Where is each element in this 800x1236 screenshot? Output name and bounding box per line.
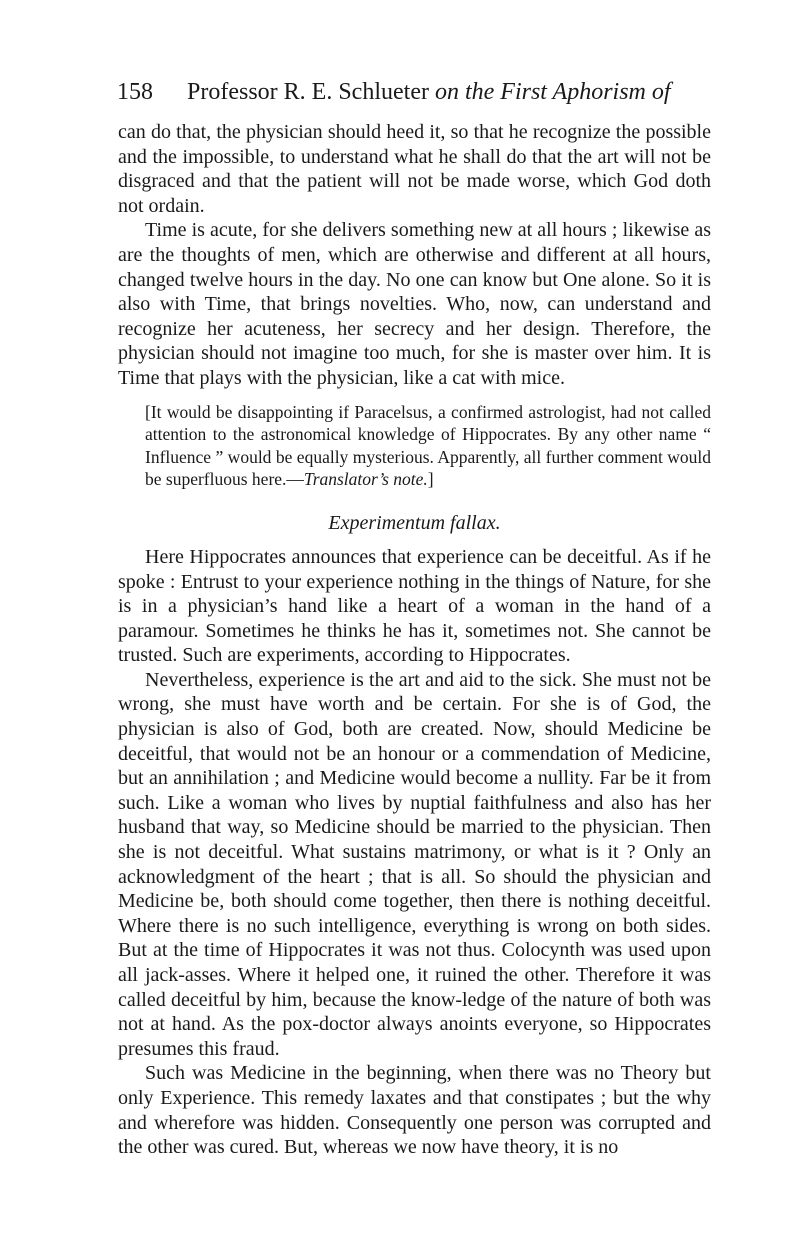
running-title-author: Professor R. E. Schlueter	[187, 79, 429, 105]
translator-note	[118, 401, 711, 491]
body-text	[118, 120, 711, 1160]
running-header	[117, 75, 671, 109]
page-number: 158	[117, 79, 153, 105]
translator-note-attribution: Translator’s note.	[303, 469, 428, 490]
running-title-italic: on the First Aphorism of	[434, 79, 671, 105]
paragraph-beginning: Such was Medicine in the beginning, when there was no Theory but only Experience. This remedy laxates and that constipates ; but the why and wherefore was hidden. Consequently one person was corrupted and the other was cured. But, whereas we now have theory, it is no	[118, 1062, 711, 1159]
paragraph-nevertheless: Nevertheless, experience is the art and aid to the sick. She must not be wrong, she must have worth and be certain. For she is of God, the physician is also of God, both are created. Now, should Medicine be deceitful, that would not be an honour or a commendation of Medicine, but an annihilation ; and Medicine would become a nullity. Far be it from such. Like a woman who lives by nuptial faithfulness and also has her husband that way, so Medicine should be married to the physician. Then she is not deceitful. What sustains matrimony, or what is it ? Only an acknowledgment of the heart ; that is all. So should the physician and Medicine be, both should come together, then there is nothing deceitful. Where there is no such intelligence, everything is wrong on both sides. But at the time of Hippocrates it was not thus. Colocynth was used upon all jack-asses. Where it helped one, it ruined the other. Therefore it was called deceitful by him, because the know-ledge of the nature of both was not at hand. As the pox-doctor always anoints everyone, so Hippocrates presumes this fraud.	[118, 668, 711, 1060]
running-title	[187, 75, 671, 109]
paragraph-continued: can do that, the physician should heed it, so that he recognize the possible and the impossible, to understand what he shall do that the art will not be disgraced and that the patient will not be made worse, which God doth not ordain.	[118, 121, 711, 217]
section-heading: Experimentum fallax.	[328, 511, 501, 534]
paragraph-experience-deceitful: Here Hippocrates announces that experience can be deceitful. As if he spoke : Entrust to your experience nothing in the things of Nature, for she is in a physician’s hand like a heart of a woman in the hand of a paramour. Sometimes he thinks he has it, sometimes not. She cannot be trusted. Such are experiments, according to Hippocrates.	[118, 545, 711, 667]
translator-note-close: ]	[427, 469, 434, 490]
paragraph-time: Time is acute, for she delivers something new at all hours ; likewise as are the thoughts of men, which are otherwise and different at all hours, changed twelve hours in the day. No one can know but One alone. So it is also with Time, that brings novelties. Who, now, can understand and recognize her acuteness, her secrecy and her design. Therefore, the physician should not imagine too much, for she is master over him. It is Time that plays with the physician, like a cat with mice.	[118, 219, 711, 389]
translator-note-text: [It would be disappointing if Paracelsus, a confirmed astrologist, had not called attention to the astronomical knowledge of Hippocrates. By any other name “ Influence ” would be equally mysterious. Apparently, all further comment would be superfluous here.—	[145, 401, 711, 490]
